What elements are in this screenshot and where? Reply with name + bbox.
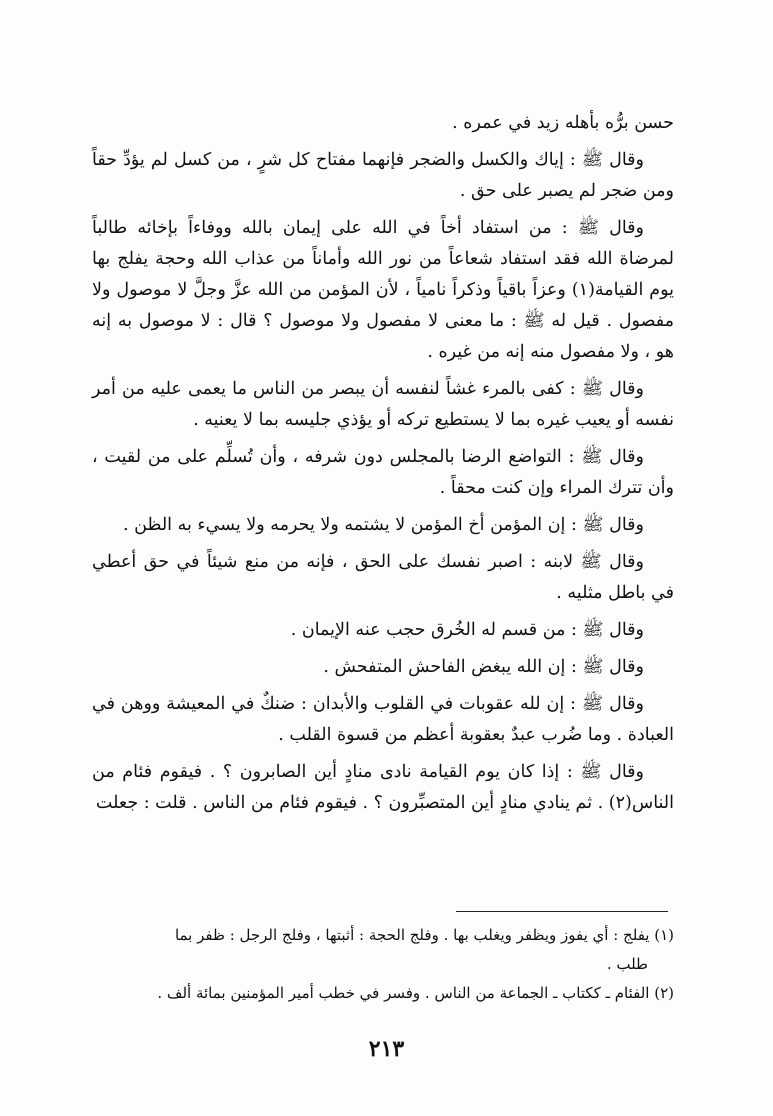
paragraph-11: وقال ﷺ : إذا كان يوم القيامة نادى منادٍ أين الصابرون ؟ . فيقوم فئام من الناس(٢) . ثم ينادي منادٍ أين المتصبِّرون ؟ . فيقوم فئام من الناس . قلت : جعلت	[92, 762, 674, 813]
paragraph-9: وقال ﷺ : إن الله يبغض الفاحش المتفحش .	[323, 657, 644, 677]
main-text	[92, 108, 674, 825]
footnote-2: (٢) الفئام ـ ككتاب ـ الجماعة من الناس . وفسر في خطب أمير المؤمنين بمائة ألف .	[157, 984, 674, 1002]
paragraph-6: وقال ﷺ : إن المؤمن أخ المؤمن لا يشتمه ولا يحرمه ولا يسيء به الظن .	[123, 515, 644, 535]
paragraph-10: وقال ﷺ : إن لله عقوبات في القلوب والأبدان : ضنكٌ في المعيشة ووهن في العبادة . وما ضُرب عبدٌ بعقوبة أعظم من قسوة القلب .	[92, 694, 674, 745]
paragraph-7: وقال ﷺ لابنه : اصبر نفسك على الحق ، فإنه من منع شيئاً في حق أعطي في باطل مثليه .	[92, 552, 674, 603]
footnote-1-line-2: طلب .	[606, 955, 648, 973]
paragraph-2: وقال ﷺ : إياك والكسل والضجر فإنهما مفتاح كل شرٍ ، من كسل لم يؤدِّ حقاً ومن ضجر لم يصبر على حق .	[92, 150, 674, 201]
paragraph-3: وقال ﷺ : من استفاد أخاً في الله على إيمان بالله ووفاءاً بإخائه طالباً لمرضاة الله فقد استفاد شعاعاً من نور الله وأماناً من عذاب الله وحجة يفلج بها يوم القيامة(١) وعزاً باقياً وذكراً نامياً ، لأن المؤمن من الله عزَّ وجلَّ لا موصول ولا مفصول . قيل له ﷺ : ما معنى لا مفصول ولا موصول ؟ قال : لا موصول به إنه هو ، ولا مفصول منه إنه من غيره .	[92, 218, 675, 362]
page-number: ٢١٣	[368, 1036, 405, 1062]
footnote-divider	[456, 911, 668, 912]
paragraph-4: وقال ﷺ : كفى بالمرء غشاً لنفسه أن يبصر من الناس ما يعمى عليه من أمر نفسه أو يعيب غيره بما لا يستطيع تركه أو يؤذي جليسه بما لا يعنيه .	[92, 379, 674, 430]
footnote-1-line-1: (١) يفلج : أي يفوز ويظفر ويغلب بها . وفلج الحجة : أثبتها ، وفلج الرجل : ظفر بما	[174, 926, 674, 944]
footnotes	[92, 922, 674, 1009]
paragraph-5: وقال ﷺ : التواضع الرضا بالمجلس دون شرفه ، وأن تُسلِّم على من لقيت ، وأن تترك المراء وإن كنت محقاً .	[92, 447, 674, 498]
paragraph-1: حسن برُّه بأهله زيد في عمره .	[452, 113, 674, 133]
paragraph-8: وقال ﷺ : من قسم له الخُرق حجب عنه الإيمان .	[290, 620, 644, 640]
